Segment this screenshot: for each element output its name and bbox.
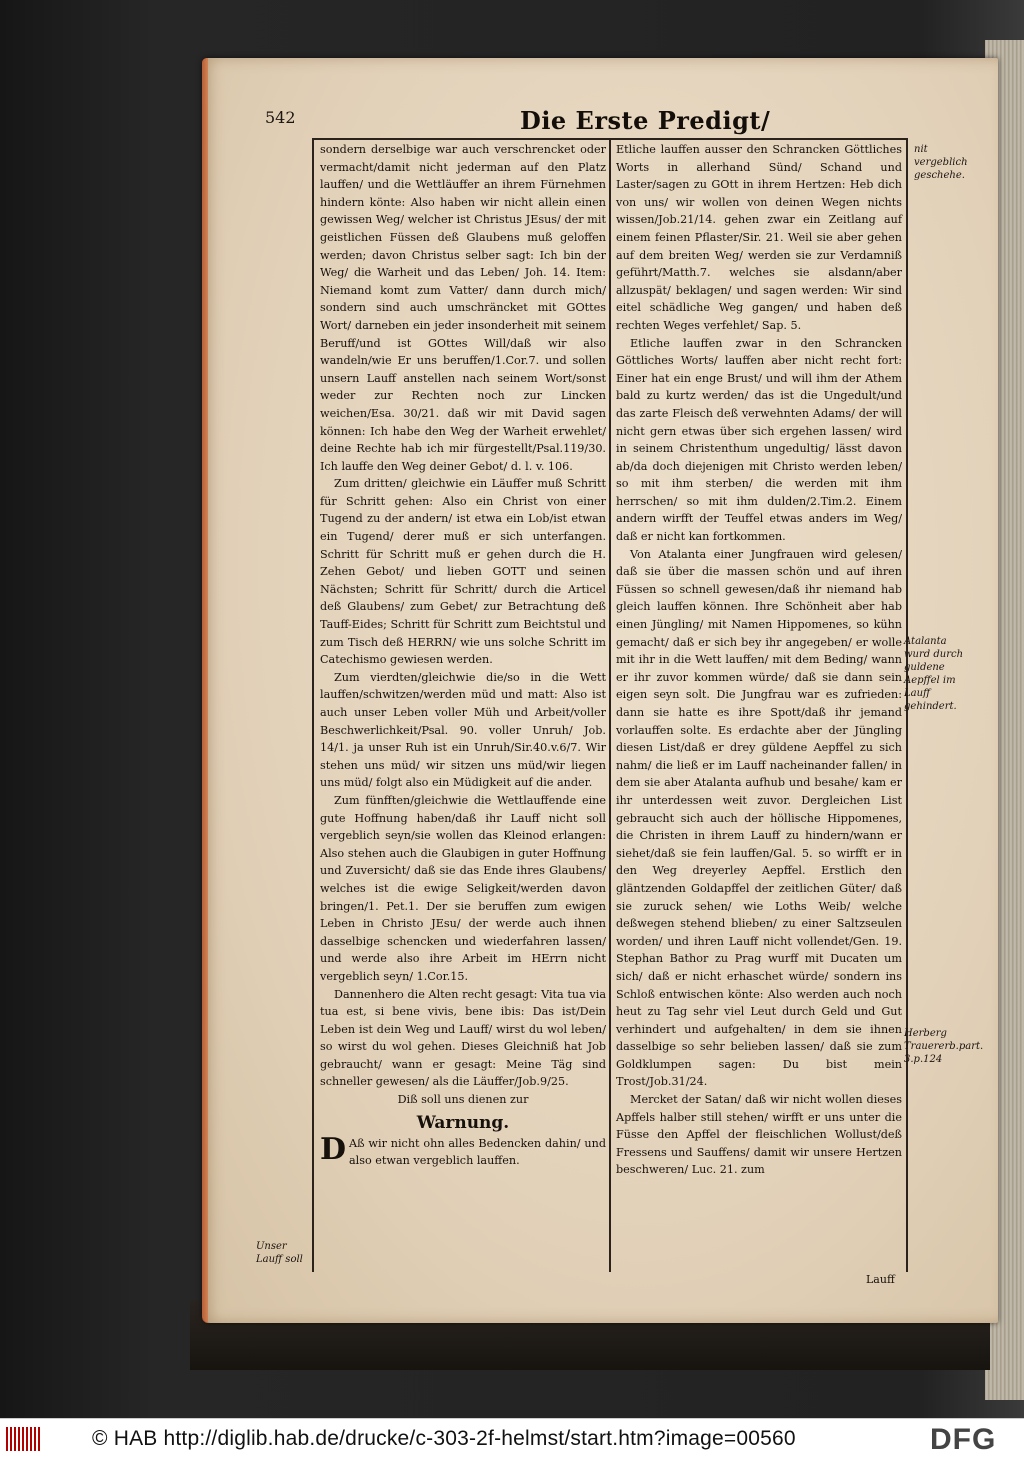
paragraph: Etliche lauffen ausser den Schrancken Göttliches Worts in allerhand Sünd/ Schand und Laster/sagen zu GOtt in ihrem Hertzen: Heb dich von uns/ wir wollen von deinen Wegen nichts wissen/Job.21/14. gehen zwar ein Zeitlang auf einem feinen Pflaster/Sir. 21. Weil sie aber gehen auf dem breiten Weg/ werden sie zur Verdamniß geführt/Matth.7. welches sie alsdann/aber allzuspät/ beklagen/ und sagen werden: Wir sind eitel schädliche Weg gangen/ und haben deß rechten Weges verfehlet/ Sap. 5. [616, 143, 902, 332]
margin-note: Herberg Trauererb.part. 3.p.124 [904, 1028, 984, 1065]
paragraph: Zum dritten/ gleichwie ein Läuffer muß Schritt für Schritt gehen: Also ein Christ von einer Tugend zu der andern/ ist etwa ein Lob/ist etwan ein Tugend/ derer muß er sich unterfangen. Schritt für Schritt muß er gehen durch die H. Zehen Gebot/ und lieben GOTT und seinen Nächsten; Schritt für Schritt/ durch die Articel deß Glaubens/ zum Gebet/ zur Betrachtung deß Tauff-Eides; Schritt für Schritt zum Beichtstul und zum Tisch deß HERRN/ wie uns solche Schritt im Catechismo gewiesen werden. [320, 477, 606, 667]
margin-note: Atalanta wurd durch guldene Aepffel im Lauff gehindert. [904, 636, 964, 712]
paragraph: sondern derselbige war auch verschrencket oder vermacht/damit nicht jederman auf den Platz lauffen/ und die Wettläuffer an ihrem Fürnehmen hindern könte: Also haben wir nicht allein einen gewissen Weg/ welcher ist Christus JEsus/ der mit geistlichen Füssen deß Glaubens muß geloffen werden; davon Christus selber sagt: Ich bin der Weg/ die Warheit und das Leben/ Joh. 14. Item: Niemand komt zum Vatter/ dann durch mich/ sondern sind auch umschräncket mit GOttes Wort/ darneben ein jeder insonderheit mit seinem Beruff/und ist GOttes Will/daß wir also wandeln/wie Er uns beruffen/1.Cor.7. und sollen unsern Lauff anstellen nach seinem Wort/sonst weder zur Rechten noch zur Lincken weichen/Esa. 30/21. daß wir mit David sagen können: Ich habe den Weg der Warheit erwehlet/ deine Rechte hab ich mir fürgestellt/Psal.119/30. Ich lauffe den Weg deiner Gebot/ d. l. v. 106. [320, 143, 606, 473]
frame-rule-left [312, 138, 314, 1272]
footer-banner [0, 1418, 1024, 1458]
margin-note: Unser Lauff soll [256, 1241, 303, 1265]
paragraph-text: Aß wir nicht ohn alles Bedencken dahin/ und also etwan vergeblich lauffen. [349, 1136, 606, 1168]
margin-note: nit vergeblich geschehe. [914, 144, 968, 181]
section-intro: Diß soll uns dienen zur [397, 1093, 529, 1107]
barcode-icon [6, 1427, 42, 1451]
paragraph: Von Atalanta einer Jungfrauen wird gelesen/ daß sie über die massen schön und auf ihren Füssen so schnell gewesen/daß ihr niemand hab gleich lauffen können. Ihre Schönheit aber hab einen Jüngling/ mit Namen Hippomenes, so kühn gemacht/ daß er sich bey ihr angegeben/ er wolle mit ihr in die Wett lauffen/ mit dem Beding/ wann er ihr zuvor kommen würde/ daß sie dann sein eigen seyn solt. Die Jungfrau war es zufrieden: dann sie hatte es ihre Spott/daß ihr jemand vorlauffen solte. Es erdachte aber der Jüngling diesen List/daß er drey güldene Aepffel zu sich nahm/ die ließ er im Lauff nacheinander fallen/ in dem sie aber Atalanta aufhub und besahe/ kam er ihr unterdessen weit zuvor. Dergleichen List gebraucht sich auch der höllische Hippomenes, die Christen in ihrem Lauff zu hindern/wann er siehet/daß sie fein lauffen/Gal. 5. so wirfft er in den Weg dreyerley Aepffel. Erstlich den gläntzenden Goldapffel der zeitlichen Güter/ daß sie zuruck sehen/ wie Loths Weib/ welche deßwegen stehend blieben/ zu einer Saltzseulen worden/ und ihren Lauff nicht vollendet/Gen. 19. Stephan Bathor zu Prag wurff mit Ducaten um sich/ daß er nicht erhaschet würde/ sondern ins Schloß entwischen könte: Also werden auch noch heut zu Tag sehr viel Leut durch Geld und Gut verhindert und aufgehalten/ in dem sie ihnen dasselbige so sehr belieben lassen/ daß sie zum Goldklumpen sagen: Du bist mein Trost/Job.31/24. [616, 547, 902, 1089]
catchword: Lauff [866, 1273, 895, 1286]
paragraph [320, 1131, 606, 1170]
section-heading: Warnung. [416, 1112, 510, 1133]
running-head: Die Erste Predigt/ [520, 106, 771, 135]
frame-rule-middle [609, 138, 611, 1272]
right-text-column [616, 141, 902, 1179]
left-text-column [320, 141, 606, 1170]
paragraph: Zum fünfften/gleichwie die Wettlauffende eine gute Hoffnung haben/daß ihr Lauff nicht soll vergeblich seyn/sie wollen das Kleinod erlangen: Also stehen auch die Glaubigen in guter Hoffnung und Zuversicht/ daß sie das Ende ihres Glaubens/ welches ist die ewige Seligkeit/werden davon bringen/1. Pet.1. Der sie beruffen zum ewigen Leben in Christo JEsu/ der werde auch ihnen dasselbige schencken und wiederfahren lassen/ und werde also ihre Arbeit im HErrn nicht vergeblich seyn/ 1.Cor.15. [320, 793, 606, 983]
paragraph: Etliche lauffen zwar in den Schrancken Göttliches Worts/ lauffen aber nicht recht fort: Einer hat ein enge Brust/ und will ihm der Athem bald zu kurtz werden/ das ist die Ungedult/und das zarte Fleisch deß verwehnten Adams/ der will nicht gern etwas über sich ergehen lassen/ wird in seinem Christenthum ungedultig/ lässt davon ab/da doch diejenigen mit Christo werden leben/ so mit ihm sterben/ die werden mit ihm herrschen/ so mit ihm dulden/2.Tim.2. Einem andern wirfft der Teuffel etwas anders im Weg/ daß er nicht kan fortkommen. [616, 336, 902, 544]
paragraph: Zum vierdten/gleichwie die/so in die Wett lauffen/schwitzen/werden müd und matt: Also ist auch unser Leben voller Müh und Arbeit/voller Beschwerlichkeit/Psal. 90. voller Unruh/ Job. 14/1. ja unser Ruh ist ein Unruh/Sir.40.v.6/7. Wir stehen uns müd/ wir sitzen uns müd/wir liegen uns müd/ folgt also ein Müdigkeit auf die ander. [320, 670, 606, 790]
paragraph: Dannenhero die Alten recht gesagt: Vita tua via tua est, si bene vivis, bene ibis: Das ist/Dein Leben ist dein Weg und Lauff/ wirst du wol leben/ so wirst du wol gehen. Dieses Gleichniß hat Job gebraucht/ wann er gesagt: Meine Täg sind schneller gewesen/ als die Läuffer/Job.9/25. [320, 987, 606, 1089]
page-number: 542 [265, 108, 296, 127]
paragraph: Mercket der Satan/ daß wir nicht wollen dieses Apffels halber still stehen/ wirfft er uns unter die Füsse den Apffel der fleischlichen Wollust/deß Fressens und Sauffens/ damit wir unsere Hertzen beschweren/ Luc. 21. zum [616, 1093, 902, 1177]
source-link[interactable]: © HAB http://diglib.hab.de/drucke/c-303-2f-helmst/start.htm?image=00560 [92, 1427, 796, 1450]
drop-cap: D [320, 1131, 347, 1167]
dfg-logo: DFG [930, 1423, 997, 1456]
